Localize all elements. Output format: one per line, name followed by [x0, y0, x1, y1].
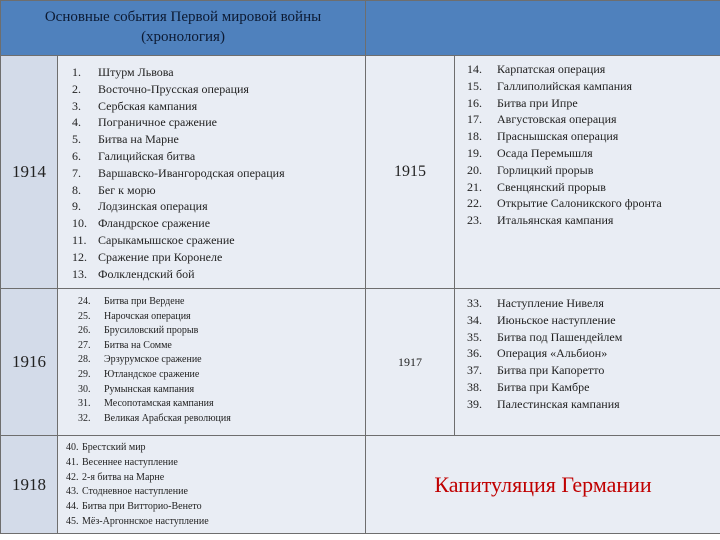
event-number: 3. — [72, 98, 81, 113]
event-list-1918-item — [66, 500, 365, 515]
event-label: Великая Арабская революция — [104, 412, 231, 424]
year-cell-1918: 1918 — [1, 436, 58, 534]
event-label: Пограничное сражение — [98, 115, 217, 130]
event-list-1914-item — [72, 266, 365, 283]
event-label: Операция «Альбион» — [497, 346, 608, 361]
event-list-1918 — [58, 436, 365, 530]
event-list-1914-item — [72, 182, 365, 199]
event-number: 10. — [72, 216, 87, 231]
event-list-1915-item — [467, 145, 720, 162]
event-number: 39. — [467, 396, 483, 411]
event-number: 22. — [467, 196, 483, 211]
event-list-1918-item — [66, 485, 365, 500]
events-cell-1918 — [58, 436, 366, 534]
event-list-1915-item — [467, 78, 720, 95]
event-label: Ютландское сражение — [104, 368, 200, 380]
event-list-1916-item — [78, 295, 365, 310]
event-number: 15. — [467, 78, 483, 93]
event-label: Битва при Витторио-Венето — [82, 501, 202, 513]
event-list-1916-item — [78, 383, 365, 398]
event-list-1916-item — [78, 397, 365, 412]
event-number: 13. — [72, 266, 87, 281]
event-label: Эрзурумское сражение — [104, 354, 202, 366]
event-number: 14. — [467, 62, 483, 76]
event-number: 8. — [72, 182, 81, 197]
event-number: 6. — [72, 148, 81, 163]
event-number: 24. — [78, 296, 91, 307]
event-label: Битва под Пашендейлем — [497, 329, 623, 344]
event-number: 32. — [78, 412, 91, 424]
year-cell-1914: 1914 — [1, 56, 58, 289]
event-list-1914 — [58, 56, 365, 282]
events-cell-1914 — [58, 56, 366, 289]
event-label: Фландрское сражение — [98, 216, 211, 231]
event-label: Битва на Марне — [98, 132, 179, 147]
event-number: 35. — [467, 329, 483, 344]
event-label: Битва при Ипре — [497, 95, 578, 110]
event-label: Августовская операция — [497, 112, 617, 127]
event-list-1915-item — [467, 128, 720, 145]
header-row — [1, 1, 720, 56]
event-list-1917-item — [467, 396, 720, 413]
event-label: Открытие Салоникского фронта — [497, 196, 662, 211]
event-list-1917-item — [467, 295, 720, 312]
event-number: 45. — [66, 515, 79, 527]
event-list-1918-item — [66, 515, 365, 530]
event-list-1916-item — [78, 368, 365, 383]
event-list-1916 — [58, 289, 365, 426]
event-number: 27. — [78, 339, 91, 351]
event-label: Наступление Нивеля — [497, 296, 604, 310]
event-label: Осада Перемышля — [497, 145, 593, 160]
event-list-1914-item — [72, 131, 365, 148]
event-label: Сербская кампания — [98, 98, 198, 113]
event-list-1918-item — [66, 456, 365, 471]
event-label: Восточно-Прусская операция — [98, 81, 249, 96]
event-number: 33. — [467, 296, 483, 310]
event-number: 44. — [66, 501, 79, 513]
event-number: 25. — [78, 310, 91, 322]
event-label: Мёз-Аргоннское наступление — [82, 515, 209, 527]
event-list-1916-item — [78, 339, 365, 354]
event-label: Июньское наступление — [497, 312, 616, 327]
event-label: Фолклендский бой — [98, 266, 195, 281]
event-list-1918-item — [66, 471, 365, 486]
event-label: Битва при Камбре — [497, 379, 590, 394]
event-list-1915 — [455, 56, 720, 229]
event-list-1915-item — [467, 179, 720, 196]
event-list-1915-item — [467, 195, 720, 212]
event-label: Палестинская кампания — [497, 396, 620, 411]
event-list-1915-item — [467, 212, 720, 229]
event-label: 2-я битва на Марне — [82, 471, 165, 483]
event-number: 34. — [467, 312, 483, 327]
events-cell-1915 — [455, 56, 720, 289]
year-cell-1917: 1917 — [366, 289, 455, 436]
event-number: 16. — [467, 95, 483, 110]
event-list-1914-item — [72, 148, 365, 165]
event-list-1914-item — [72, 114, 365, 131]
event-label: Лодзинская операция — [98, 199, 208, 214]
event-list-1915-item — [467, 162, 720, 179]
event-number: 30. — [78, 383, 91, 395]
event-list-1914-item — [72, 98, 365, 115]
event-label: Битва при Вердене — [104, 296, 185, 307]
capitulation-text: Капитуляция Германии — [366, 436, 720, 534]
events-cell-1916 — [58, 289, 366, 436]
event-label: Месопотамская кампания — [104, 398, 214, 410]
event-number: 43. — [66, 486, 79, 498]
event-list-1916-item — [78, 412, 365, 427]
event-label: Штурм Львова — [98, 65, 174, 79]
row-1918 — [1, 436, 720, 534]
event-list-1917-item — [467, 379, 720, 396]
event-list-1917-item — [467, 329, 720, 346]
event-number: 12. — [72, 249, 87, 264]
event-number: 28. — [78, 354, 91, 366]
event-label: Сарыкамышское сражение — [98, 232, 235, 247]
event-number: 1. — [72, 65, 81, 79]
header-title-cell — [1, 1, 366, 56]
events-cell-1917 — [455, 289, 720, 436]
event-number: 36. — [467, 346, 483, 361]
event-list-1914-item — [72, 215, 365, 232]
event-label: Галицийская битва — [98, 148, 196, 163]
row-1914 — [1, 56, 720, 289]
event-number: 9. — [72, 199, 81, 214]
event-number: 38. — [467, 379, 483, 394]
event-number: 17. — [467, 112, 483, 127]
event-number: 37. — [467, 363, 483, 378]
event-number: 31. — [78, 398, 91, 410]
event-label: Карпатская операция — [497, 62, 606, 76]
event-number: 21. — [467, 179, 483, 194]
event-number: 20. — [467, 162, 483, 177]
year-cell-1915: 1915 — [366, 56, 455, 289]
event-label: Праснышская операция — [497, 129, 619, 144]
event-number: 2. — [72, 81, 81, 96]
event-number: 7. — [72, 165, 81, 180]
event-label: Сражение при Коронеле — [98, 249, 223, 264]
event-number: 18. — [467, 129, 483, 144]
title-line-2: (хронология) — [141, 29, 225, 45]
event-list-1916-item — [78, 324, 365, 339]
event-list-1917-item — [467, 312, 720, 329]
header-empty-cell — [366, 1, 720, 56]
event-list-1915-item — [467, 111, 720, 128]
event-list-1916-item — [78, 353, 365, 368]
event-number: 11. — [72, 232, 87, 247]
year-cell-1916: 1916 — [1, 289, 58, 436]
event-label: Румынская кампания — [104, 383, 195, 395]
event-list-1917-item — [467, 345, 720, 362]
event-list-1914-item — [72, 249, 365, 266]
event-list-1916-item — [78, 310, 365, 325]
event-label: Брестский мир — [82, 442, 146, 453]
row-1916 — [1, 289, 720, 436]
event-list-1918-item — [66, 441, 365, 456]
page-title — [1, 1, 365, 47]
event-number: 19. — [467, 145, 483, 160]
event-list-1914-item — [72, 232, 365, 249]
event-list-1914-item — [72, 81, 365, 98]
event-list-1917 — [455, 289, 720, 413]
event-label: Битва при Капоретто — [497, 363, 605, 378]
event-label: Стодневное наступление — [82, 486, 188, 498]
event-label: Горлицкий прорыв — [497, 162, 594, 177]
event-list-1915-item — [467, 61, 720, 78]
event-label: Свенцянский прорыв — [497, 179, 606, 194]
event-label: Галлиполийская кампания — [497, 78, 633, 93]
event-number: 23. — [467, 213, 483, 228]
event-list-1914-item — [72, 165, 365, 182]
event-number: 42. — [66, 471, 79, 483]
event-label: Нарочская операция — [104, 310, 191, 322]
event-label: Бег к морю — [98, 182, 156, 197]
event-label: Варшавско-Ивангородская операция — [98, 165, 285, 180]
event-label: Весеннее наступление — [82, 456, 178, 468]
event-number: 41. — [66, 456, 79, 468]
title-line-1: Основные события Первой мировой войны — [44, 9, 322, 25]
event-list-1917-item — [467, 362, 720, 379]
event-number: 5. — [72, 132, 81, 147]
event-list-1915-item — [467, 95, 720, 112]
event-number: 4. — [72, 115, 81, 130]
event-number: 26. — [78, 325, 91, 337]
event-label: Битва на Сомме — [104, 339, 172, 351]
event-number: 40. — [66, 442, 79, 453]
event-label: Брусиловский прорыв — [104, 325, 199, 337]
event-label: Итальянская кампания — [497, 213, 614, 228]
event-number: 29. — [78, 368, 91, 380]
event-list-1914-item — [72, 64, 365, 81]
event-list-1914-item — [72, 198, 365, 215]
